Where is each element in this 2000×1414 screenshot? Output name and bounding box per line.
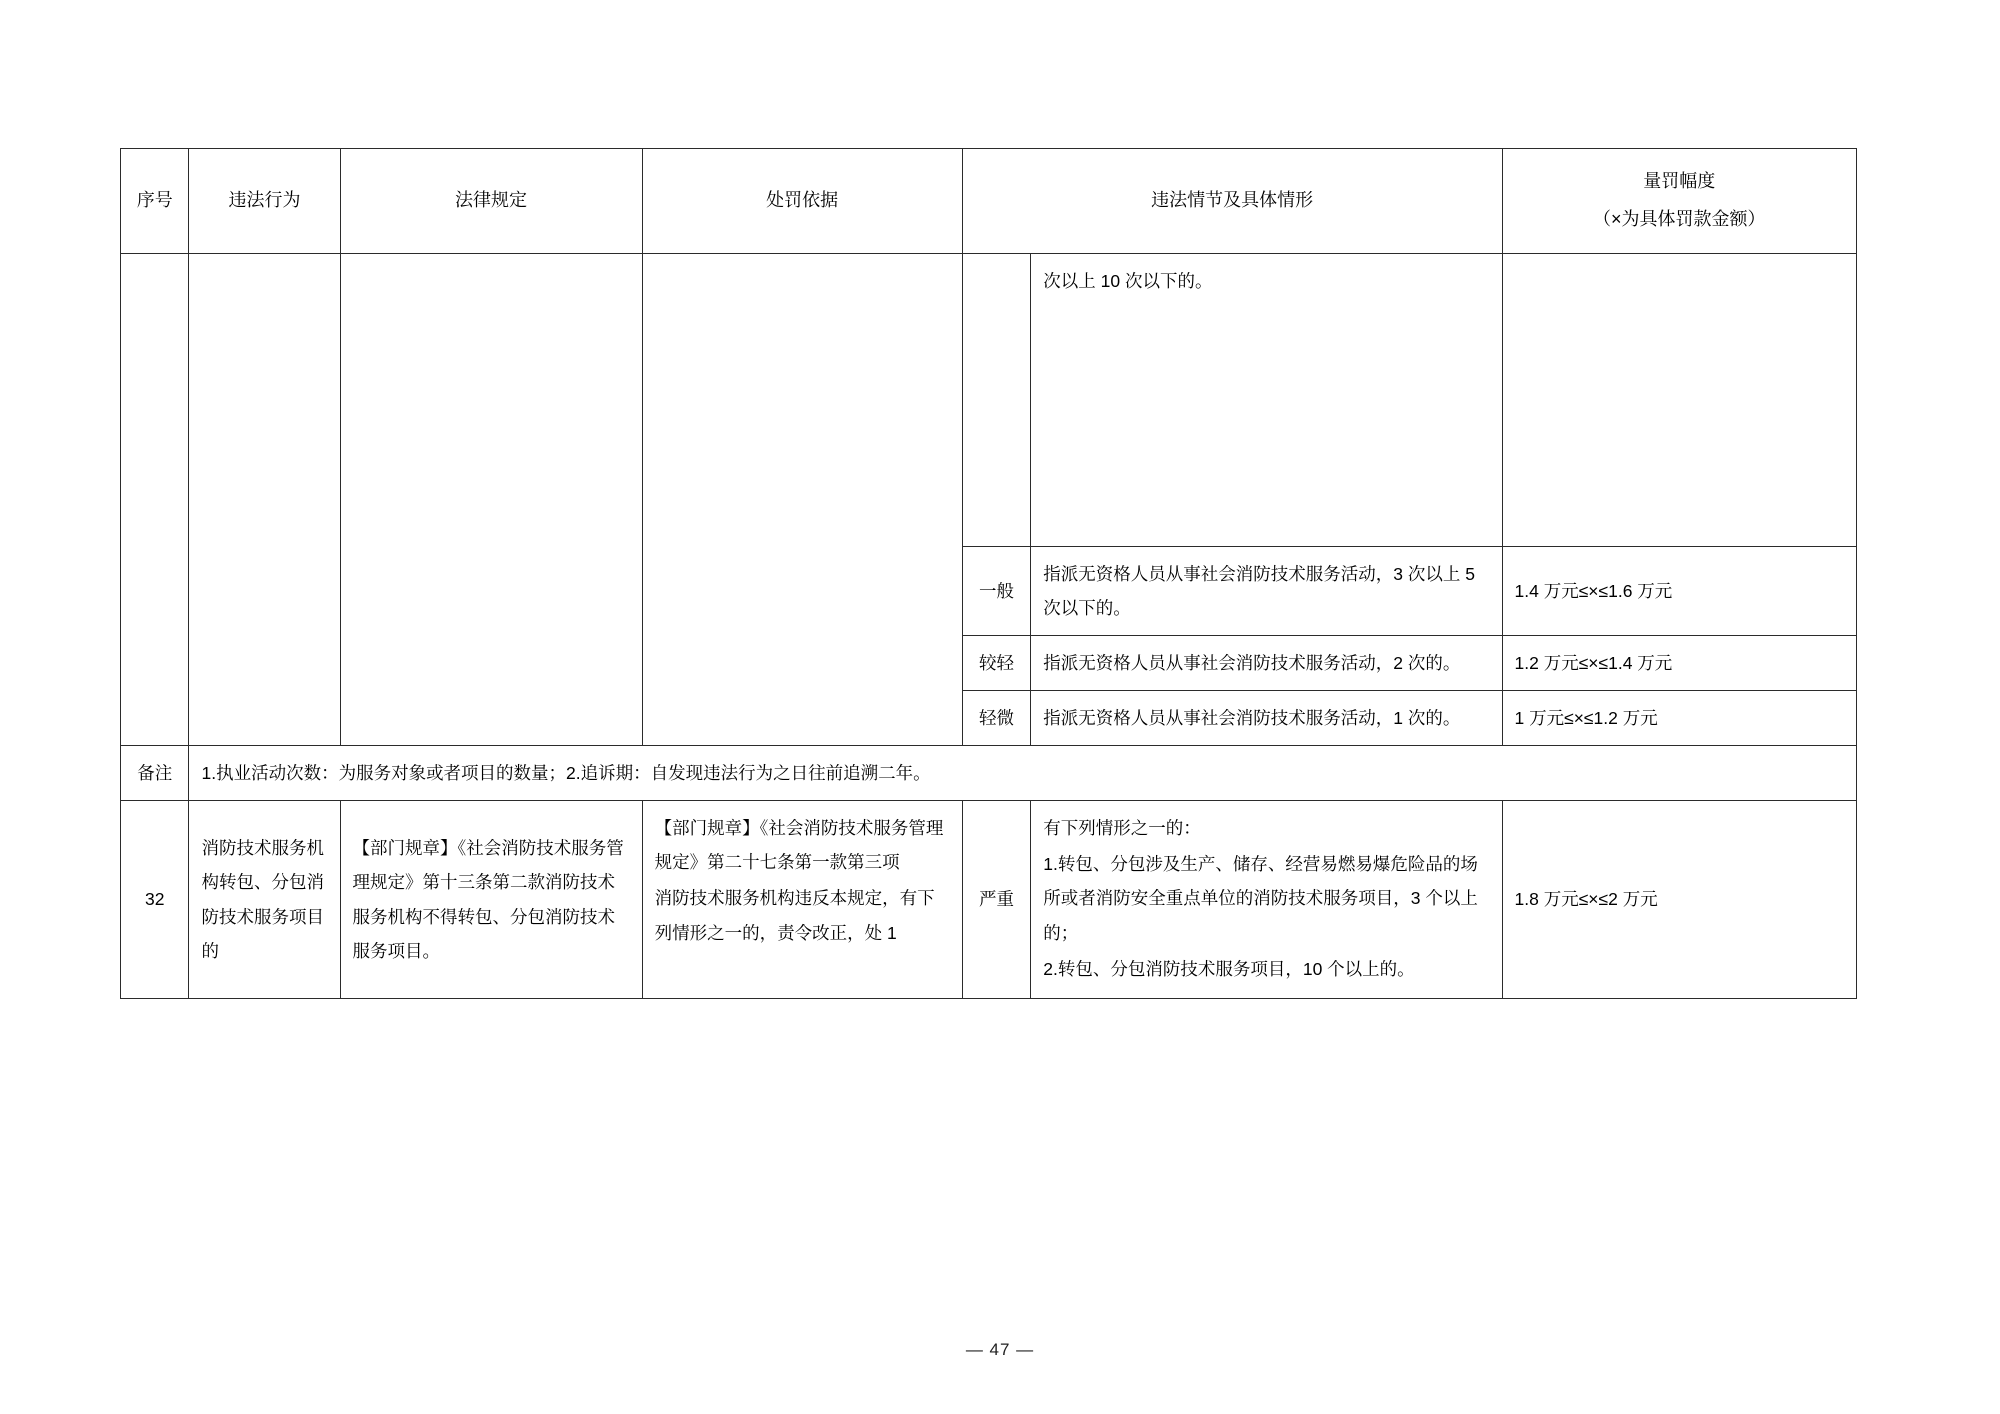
header-amount-note: （×为具体罚款金额） — [1592, 208, 1766, 229]
cell-amount: 1.2 万元≤×≤1.4 万元 — [1502, 635, 1857, 690]
cell-level: 一般 — [962, 546, 1030, 635]
cell-circumstance: 指派无资格人员从事社会消防技术服务活动，2 次的。 — [1031, 635, 1502, 690]
cell-level: 较轻 — [962, 635, 1030, 690]
cell-penalty-basis — [642, 801, 962, 999]
cell-legal-provision — [340, 253, 642, 746]
page-number: — 47 — — [965, 1340, 1035, 1359]
circumstance-line-2: 1.转包、分包涉及生产、储存、经营易燃易爆危险品的场所或者消防安全重点单位的消防技术服务项目，3 个以上的； — [1043, 854, 1478, 943]
header-amount-title: 量罚幅度 — [1643, 171, 1716, 191]
cell-circumstance: 指派无资格人员从事社会消防技术服务活动，3 次以上 5 次以下的。 — [1031, 546, 1502, 635]
cell-amount: 1.4 万元≤×≤1.6 万元 — [1502, 546, 1857, 635]
remark-label: 备注 — [121, 746, 189, 801]
penalty-basis-line-2: 消防技术服务机构违反本规定，有下列情形之一的，责令改正，处 1 — [654, 888, 935, 943]
header-illegal-act: 违法行为 — [189, 149, 340, 254]
header-amount — [1502, 149, 1857, 254]
circumstance-line-3: 2.转包、分包消防技术服务项目，10 个以上的。 — [1043, 958, 1415, 979]
table-row — [121, 253, 1857, 546]
circumstance-line-1: 有下列情形之一的： — [1043, 818, 1201, 839]
header-penalty-basis: 处罚依据 — [642, 149, 962, 254]
remark-row — [121, 746, 1857, 801]
cell-illegal-act: 消防技术服务机构转包、分包消防技术服务项目的 — [189, 801, 340, 999]
remark-text: 1.执业活动次数：为服务对象或者项目的数量；2.追诉期：自发现违法行为之日往前追溯二年。 — [189, 746, 1857, 801]
cell-penalty-basis — [642, 253, 962, 746]
header-seq: 序号 — [121, 149, 189, 254]
penalty-discretion-table — [120, 148, 1857, 999]
cell-amount — [1502, 253, 1857, 546]
cell-amount: 1 万元≤×≤1.2 万元 — [1502, 690, 1857, 745]
header-legal-provision: 法律规定 — [340, 149, 642, 254]
cell-seq: 32 — [121, 801, 189, 999]
cell-level: 轻微 — [962, 690, 1030, 745]
table-header-row — [121, 149, 1857, 254]
cell-circumstance: 次以上 10 次以下的。 — [1031, 253, 1502, 546]
cell-level — [962, 253, 1030, 546]
cell-seq — [121, 253, 189, 746]
table-row — [121, 801, 1857, 999]
cell-illegal-act — [189, 253, 340, 746]
cell-amount: 1.8 万元≤×≤2 万元 — [1502, 801, 1857, 999]
header-circumstances: 违法情节及具体情形 — [962, 149, 1502, 254]
cell-legal-provision: 【部门规章】《社会消防技术服务管理规定》第十三条第二款消防技术服务机构不得转包、分包消防技术服务项目。 — [340, 801, 642, 999]
cell-circumstance — [1031, 801, 1502, 999]
penalty-basis-line-1: 【部门规章】《社会消防技术服务管理规定》第二十七条第一款第三项 — [654, 818, 944, 873]
cell-level: 严重 — [962, 801, 1030, 999]
cell-circumstance: 指派无资格人员从事社会消防技术服务活动，1 次的。 — [1031, 690, 1502, 745]
